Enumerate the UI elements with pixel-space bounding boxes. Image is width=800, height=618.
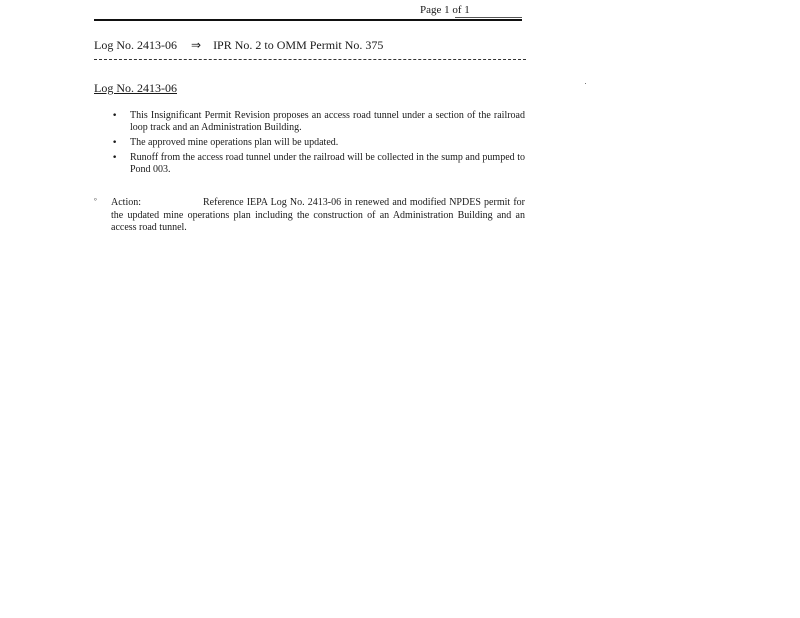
list-item-text: Runoff from the access road tunnel under the railroad will be collected in the sump and pumped to Pond 003. xyxy=(130,152,525,175)
page-number: Page 1 of 1 xyxy=(420,4,470,16)
document-header xyxy=(94,38,383,53)
dashed-divider xyxy=(94,59,526,60)
header-log-number: Log No. 2413-06 xyxy=(94,38,177,52)
section-heading: Log No. 2413-06 xyxy=(94,81,177,95)
arrow-icon: ⇒ xyxy=(191,38,202,52)
action-text: Reference IEPA Log No. 2413-06 in renewed and modified NPDES permit for the updated mine operations plan including the construction of an Administration Building and an access road tunnel. xyxy=(111,197,525,233)
bullet-icon: • xyxy=(112,111,118,121)
action-label: Action: xyxy=(111,197,141,208)
top-rule xyxy=(94,19,522,21)
list-item-text: The approved mine operations plan will be updated. xyxy=(130,137,339,148)
list-item xyxy=(112,152,525,176)
bullet-icon: • xyxy=(112,138,118,148)
list-item xyxy=(112,137,525,149)
list-item xyxy=(112,110,525,134)
top-rule-accent xyxy=(455,17,522,18)
action-bullet-icon: ° xyxy=(94,197,97,205)
summary-list xyxy=(112,110,525,179)
list-item-text: This Insignificant Permit Revision proposes an access road tunnel under a section of the railroad loop track and an Administration Building. xyxy=(130,110,525,133)
header-permit-reference: IPR No. 2 to OMM Permit No. 375 xyxy=(213,38,384,52)
scan-speck xyxy=(585,83,586,84)
action-paragraph xyxy=(94,197,525,235)
bullet-icon: • xyxy=(112,153,118,163)
